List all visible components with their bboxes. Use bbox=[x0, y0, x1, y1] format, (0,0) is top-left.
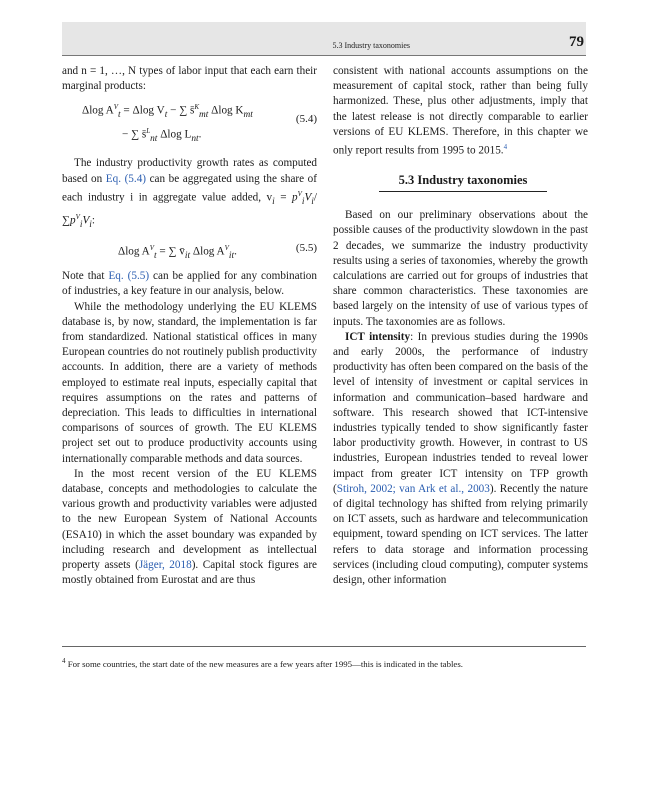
eq55-tag: (5.5) bbox=[295, 242, 317, 255]
eq55-line: Δlog $A^V_t$ = ∑ $v̄_{it}$ Δlog $A^V_{it}$. bbox=[118, 244, 237, 262]
eq54-link[interactable]: Eq. (5.4) bbox=[105, 172, 147, 185]
equation-5-4 bbox=[62, 94, 317, 144]
header-band bbox=[62, 22, 586, 55]
equation-5-5 bbox=[62, 233, 317, 265]
intro-text: and n = 1, …, N types of labor input that each earn their marginal products: bbox=[62, 65, 317, 93]
footnote-4 bbox=[62, 655, 586, 670]
page-number: 79 bbox=[569, 34, 584, 50]
left-column bbox=[62, 64, 317, 588]
ict-intensity-paragraph: ICT intensity: In previous studies during the 1990s and early 2000s, the performance of industry productivity has often been compared on the basis of the level of intensity of investment or capital services in information and communication‒based hardware and software. This research showed that ICT-intensive industries typically tended to show significantly faster labor productivity growth. However, in contrast to US industries, European industries tended to reveal lower impact from greater ICT intensity on TFP growth (Stiroh, 2002; van Ark et al., 2003). Recently the nature of digital technology has shifted from relying primarily on ICT assets, such as hardware and telecommunication equipment, toward spending on ICT services. The latter refers to data storage and information processing services (including cloud computing), computer systems design, other information bbox=[333, 330, 589, 587]
footnote-text: For some countries, the start date of the new measures are a few years after 1995—this is indicated in the tables. bbox=[65, 658, 463, 669]
note-paragraph: Note that Eq. (5.5) can be applied for any combination of industries, a key feature in our analysis, below. bbox=[62, 270, 317, 298]
header-rule bbox=[62, 55, 586, 56]
recent-version-paragraph: In the most recent version of the EU KLEMS database, concepts and methodologies to calculate the various growth and productivity variables were adjusted to the new European System of National Accounts (ESA10) in which the asset boundary was expanded by including research and development as intellectual property assets (Jäger, 2018). Capital stock figures are mostly obtained from Eurostat and are thus bbox=[62, 467, 318, 587]
taxonomies-paragraph: Based on our preliminary observations about the possible causes of the productivity slowdown in the past 2 decades, we summarize the industry productivity results using a series of taxonomies, whereby the growth calculations are carried out for groups of industries that share common characteristics. These taxonomies are based largely on the intensity of use of various types of inputs. The taxonomies are as follows. bbox=[333, 209, 588, 328]
eq55-link[interactable]: Eq. (5.5) bbox=[108, 270, 150, 283]
footnote-mark: 4 bbox=[62, 657, 66, 665]
continuation-paragraph: consistent with national accounts assumptions on the measurement of capital stock, rather than being fully harmonized. These, plus other adjustments, imply that the latest release is not directly comparable to earlier versions of EU KLEMS. Therefore, in this chapter we only report results from 1995 to 2015.$^4$ bbox=[333, 65, 588, 157]
jager-citation-link[interactable]: Jäger, 2018 bbox=[138, 559, 192, 572]
eq54-tag: (5.4) bbox=[295, 113, 317, 126]
right-column bbox=[333, 64, 588, 588]
eq54-line2: − ∑ s̄$^L_{nt}$ Δlog $L_{nt}$. bbox=[122, 127, 202, 145]
footnote-4-mark[interactable]: 4 bbox=[503, 143, 508, 152]
methodology-paragraph: While the methodology underlying the EU KLEMS database is, by now, standard, the implementation is far from standardized. National statistical offices in many European countries do not routinely publish productivity accounts. In addition, there are a variety of methods employed to estimate real inputs, especially capital that requires assumptions on the rates and patterns of depreciation. This leads to difficulties in international comparisons of sources of growth. The EU KLEMS project set out to produce productivity accounts using internationally comparable methods and data sources. bbox=[62, 300, 317, 465]
footnote-rule bbox=[62, 646, 586, 647]
running-head: 5.3 Industry taxonomies bbox=[332, 41, 410, 50]
ict-intensity-label: ICT intensity bbox=[345, 330, 411, 343]
aggregation-paragraph: The industry productivity growth rates as computed based on Eq. (5.4) can be aggregated using the share of each industry i in aggregate value added, $v_i = p^V_iV_i/\sum p^V_iV_i$: bbox=[62, 157, 317, 230]
stiroh-van-ark-citation-link[interactable]: Stiroh, 2002; van Ark et al., 2003 bbox=[336, 482, 490, 495]
eq54-line1: Δlog $A^V_t = \Delta\log$ $V_t$ − ∑ s̄$^K_{mt}$ Δlog $K_{mt}$ bbox=[82, 103, 253, 121]
section-title: 5.3 Industry taxonomies bbox=[379, 173, 547, 192]
